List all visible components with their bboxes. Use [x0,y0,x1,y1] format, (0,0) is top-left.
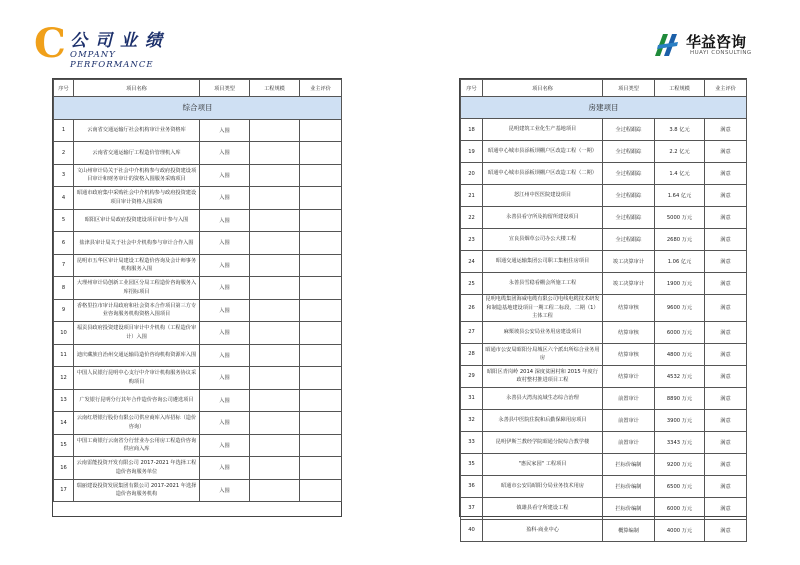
left-table-panel [52,78,342,517]
cell-no: 32 [461,409,483,431]
table-row [54,344,342,367]
cell-no: 1 [54,119,74,142]
cell-name: 迪庆藏族自治州交通运输局造价咨询机构资源库入围 [74,344,200,367]
cell-name: 昆明市五华区审计局建设工程造价咨询及会计师事务机构服务入围 [74,254,200,277]
cell-rating [300,232,342,255]
cell-name: 云南省交通运输厅工程造价管理机入库 [74,142,200,165]
cell-name: 盐津县审计局关于社会中介机构参与审计合作入围 [74,232,200,255]
cell-name: 昆明电缆集团海威电缆有限公司电线电缆技术研发和制造基地建设项目一期工程二标段、二期（1）主体工程 [483,295,603,322]
cell-no: 31 [461,387,483,409]
cell-rating [300,209,342,232]
cell-type: 入围 [200,457,250,480]
table-row [54,322,342,345]
section-title: 综合项目 [54,97,342,120]
cell-scale: 6000 万元 [655,321,705,343]
cell-rating [300,457,342,480]
table-row [461,163,747,185]
cell-scale: 4000 万元 [655,519,705,541]
cell-scale [250,254,300,277]
cell-no: 33 [461,431,483,453]
cell-rating [300,187,342,210]
table-row [461,497,747,519]
cell-rating: 满意 [705,497,747,519]
cell-name: 香格里拉市审计局政府和社会资本合作项目第三方专业咨询服务机构资格入围项目 [74,299,200,322]
cell-scale: 9200 万元 [655,453,705,475]
cell-name: 昭通交通运输集团公司职工集租住房项目 [483,251,603,273]
cell-no: 3 [54,164,74,187]
cell-no: 4 [54,187,74,210]
cell-name: 永善县大湾沟流域生态综合治理 [483,387,603,409]
table-header-row [461,80,747,97]
cell-type: 前置审计 [603,431,655,453]
cell-scale [250,412,300,435]
company-performance-logo [34,20,194,70]
cell-type: 结算审核 [603,343,655,365]
cell-no: 17 [54,479,74,502]
cell-no: 13 [54,389,74,412]
cell-name: "惠民家园" 工程项目 [483,453,603,475]
section-title: 房建项目 [461,97,747,119]
col-type: 项目类型 [200,80,250,97]
cell-no: 2 [54,142,74,165]
cell-scale: 4800 万元 [655,343,705,365]
table-row [54,254,342,277]
table-row [461,185,747,207]
cell-type: 入围 [200,119,250,142]
col-no: 序号 [461,80,483,97]
cell-scale [250,187,300,210]
cell-scale [250,142,300,165]
cell-type: 全过程跟踪 [603,163,655,185]
cell-scale [250,389,300,412]
table-row [54,164,342,187]
right-table-panel [459,78,747,534]
huayi-name-en: HUAYI CONSULTING [690,50,752,56]
cell-no: 12 [54,367,74,390]
cell-scale: 5000 万元 [655,207,705,229]
cell-name: 昭通市公安局昭阳分局城区六个派出所综合业务用房 [483,343,603,365]
cell-rating: 满意 [705,229,747,251]
cell-scale: 9600 万元 [655,295,705,322]
cell-name: 怒江州中医医院建设项目 [483,185,603,207]
cell-rating [300,322,342,345]
cell-name: 中国人民银行昆明中心支行中介审计机构服务协议采购项目 [74,367,200,390]
cell-scale [250,277,300,300]
cell-name: 云南省交通运输厅社会机构审计业务资格库 [74,119,200,142]
cell-rating [300,344,342,367]
cell-scale [250,119,300,142]
cell-type: 入围 [200,412,250,435]
cell-type: 竣工决算审计 [603,273,655,295]
cell-no: 9 [54,299,74,322]
cell-no: 35 [461,453,483,475]
cell-type: 全过程跟踪 [603,229,655,251]
cell-rating: 满意 [705,251,747,273]
cell-name: 永善县看守所及拘留所建设项目 [483,207,603,229]
cell-name: 昭通中心城市县添板坝棚户区改造工程（二期） [483,163,603,185]
cell-type: 前置审计 [603,387,655,409]
cell-type: 结算审计 [603,365,655,387]
cell-name: 福贡县政府投资建设项目审计中介机构（工程造价审计）入围 [74,322,200,345]
col-name: 项目名称 [74,80,200,97]
cell-rating [300,142,342,165]
table-row [461,343,747,365]
section-row [54,97,342,120]
section-row [461,97,747,119]
table-row [461,365,747,387]
table-row [461,295,747,322]
cell-name: 昭阳区审计局政府投资建设项目审计参与入围 [74,209,200,232]
cell-type: 入围 [200,142,250,165]
cell-no: 23 [461,229,483,251]
cell-scale: 2.2 亿元 [655,141,705,163]
cell-scale [250,322,300,345]
col-rating: 业主评价 [300,80,342,97]
cell-no: 8 [54,277,74,300]
table-row [54,142,342,165]
cell-rating: 满意 [705,273,747,295]
cell-name: 瑞丽建设投资发展集团有限公司 2017-2021 年选择造价咨询服务机构 [74,479,200,502]
cell-rating: 满意 [705,321,747,343]
cell-name: 永善县雪稳看棚会所施工工程 [483,273,603,295]
cell-rating [300,277,342,300]
col-type: 项目类型 [603,80,655,97]
cell-name: 云南红塔银行股份有限公司供应商库入库招标（造价咨询） [74,412,200,435]
cell-name: 永善县中医院住院和后勤保障用房项目 [483,409,603,431]
comprehensive-projects-table [53,79,342,502]
cell-name: 昭阳区青岗岭 2014 深度贫困村和 2015 年度行政村整村推进项目工程 [483,365,603,387]
cell-no: 7 [54,254,74,277]
cell-no: 27 [461,321,483,343]
cell-scale: 6000 万元 [655,497,705,519]
cell-scale [250,232,300,255]
cell-type: 概算编制 [603,519,655,541]
cell-no: 29 [461,365,483,387]
cell-rating [300,434,342,457]
cell-name: 昭通市公安局昭阳分局业务技术用房 [483,475,603,497]
cell-scale [250,479,300,502]
col-no: 序号 [54,80,74,97]
cell-type: 入围 [200,299,250,322]
cell-type: 结算审核 [603,321,655,343]
cell-rating: 满意 [705,295,747,322]
cell-type: 拦标价编制 [603,497,655,519]
cell-name: 麻栗坡县公安局业务用房建设项目 [483,321,603,343]
table-row [461,453,747,475]
cell-type: 入围 [200,434,250,457]
cell-scale: 3.8 亿元 [655,119,705,141]
cell-no: 14 [54,412,74,435]
building-projects-table [460,79,747,542]
cell-scale: 1900 万元 [655,273,705,295]
table-row [461,119,747,141]
cell-rating [300,119,342,142]
cell-scale: 1.4 亿元 [655,163,705,185]
cell-type: 拦标价编制 [603,453,655,475]
table-row [54,479,342,502]
col-scale: 工程规模 [655,80,705,97]
cell-no: 24 [461,251,483,273]
cell-rating [300,299,342,322]
cell-scale: 6500 万元 [655,475,705,497]
cell-no: 37 [461,497,483,519]
cell-no: 28 [461,343,483,365]
table-row [461,321,747,343]
cell-no: 26 [461,295,483,322]
table-row [461,431,747,453]
cell-rating [300,367,342,390]
table-row [461,519,747,541]
cell-type: 全过程跟踪 [603,185,655,207]
huayi-name-cn: 华益咨询 [686,33,747,51]
cell-type: 全过程跟踪 [603,141,655,163]
cell-rating: 满意 [705,475,747,497]
huayi-mark-icon [652,30,682,60]
col-scale: 工程规模 [250,80,300,97]
cell-name: 盈科·商业中心 [483,519,603,541]
cell-scale [250,164,300,187]
col-name: 项目名称 [483,80,603,97]
cell-scale: 1.64 亿元 [655,185,705,207]
cell-type: 入围 [200,367,250,390]
table-row [54,119,342,142]
cell-no: 15 [54,434,74,457]
cell-no: 18 [461,119,483,141]
cell-name: 文山州审计局关于社会中介机构参与政府投资建设项目审计和财务审计的资格入围服务采购项目 [74,164,200,187]
cell-scale: 8890 万元 [655,387,705,409]
table-row [54,367,342,390]
cell-name: 昆明伊斯兰教经学院昭通分院综合教学楼 [483,431,603,453]
cell-rating: 满意 [705,343,747,365]
table-row [461,207,747,229]
cell-rating [300,389,342,412]
cell-no: 36 [461,475,483,497]
cell-rating: 满意 [705,141,747,163]
cell-scale [250,457,300,480]
cell-scale [250,299,300,322]
cell-type: 竣工决算审计 [603,251,655,273]
table-header-row [54,80,342,97]
cell-rating: 满意 [705,365,747,387]
cell-scale: 2680 万元 [655,229,705,251]
cell-no: 40 [461,519,483,541]
cell-scale [250,367,300,390]
table-row [54,389,342,412]
cell-scale: 1.06 亿元 [655,251,705,273]
logo-title-cn: 公司业绩 [70,31,170,51]
cell-no: 21 [461,185,483,207]
cell-rating: 满意 [705,409,747,431]
table-row [54,299,342,322]
cell-no: 20 [461,163,483,185]
cell-rating: 满意 [705,185,747,207]
cell-rating: 满意 [705,207,747,229]
cell-type: 入围 [200,479,250,502]
cell-name: 昆明建筑工业化生产基地项目 [483,119,603,141]
table-row [461,141,747,163]
huayi-logo [652,30,762,60]
cell-rating [300,164,342,187]
cell-scale: 3343 万元 [655,431,705,453]
cell-type: 入围 [200,187,250,210]
cell-type: 入围 [200,389,250,412]
cell-no: 25 [461,273,483,295]
cell-type: 入围 [200,209,250,232]
cell-type: 前置审计 [603,409,655,431]
logo-letter-c: C [34,20,66,67]
table-row [54,434,342,457]
col-rating: 业主评价 [705,80,747,97]
cell-type: 入围 [200,277,250,300]
cell-rating: 满意 [705,519,747,541]
table-row [54,277,342,300]
cell-scale [250,434,300,457]
table-row [54,232,342,255]
cell-no: 19 [461,141,483,163]
cell-name: 云南雷能投资开发有限公司 2017-2021 年选择工程造价咨询服务单位 [74,457,200,480]
table-row [461,387,747,409]
cell-rating: 满意 [705,387,747,409]
table-row [54,209,342,232]
table-row [461,229,747,251]
cell-type: 入围 [200,164,250,187]
table-row [461,475,747,497]
cell-type: 结算审核 [603,295,655,322]
cell-name: 昭通市政府集中采购社会中介机构参与政府投资建设项目审计资格入围采购 [74,187,200,210]
cell-scale: 3900 万元 [655,409,705,431]
cell-scale [250,344,300,367]
table-row [461,409,747,431]
cell-type: 入围 [200,254,250,277]
cell-type: 全过程跟踪 [603,119,655,141]
table-row [54,187,342,210]
cell-rating: 满意 [705,119,747,141]
logo-title-en: OMPANY PERFORMANCE [70,50,154,70]
cell-type: 拦标价编制 [603,475,655,497]
cell-type: 全过程跟踪 [603,207,655,229]
table-row [461,251,747,273]
cell-rating: 满意 [705,163,747,185]
cell-name: 镇雄县看守所建设工程 [483,497,603,519]
cell-name: 广发银行昆明分行其年合作造价咨询公司遴选项目 [74,389,200,412]
cell-no: 6 [54,232,74,255]
cell-name: 宣良县烟草公司办公大楼工程 [483,229,603,251]
cell-no: 22 [461,207,483,229]
cell-rating [300,254,342,277]
cell-type: 入围 [200,344,250,367]
cell-name: 中国工商银行云南省分行营业办公用房工程造价咨询供应商入库 [74,434,200,457]
cell-rating [300,479,342,502]
table-row [54,412,342,435]
cell-name: 昭通中心城市县添板坝棚户区改造工程（一期） [483,141,603,163]
cell-name: 大理州审计局创新工业园区分局工程造价咨询服务入库招标项目 [74,277,200,300]
cell-rating [300,412,342,435]
cell-no: 10 [54,322,74,345]
cell-type: 入围 [200,232,250,255]
cell-scale: 4532 万元 [655,365,705,387]
cell-no: 5 [54,209,74,232]
cell-rating: 满意 [705,431,747,453]
cell-rating: 满意 [705,453,747,475]
cell-no: 16 [54,457,74,480]
table-row [54,457,342,480]
table-row [461,273,747,295]
cell-no: 11 [54,344,74,367]
cell-type: 入围 [200,322,250,345]
cell-scale [250,209,300,232]
